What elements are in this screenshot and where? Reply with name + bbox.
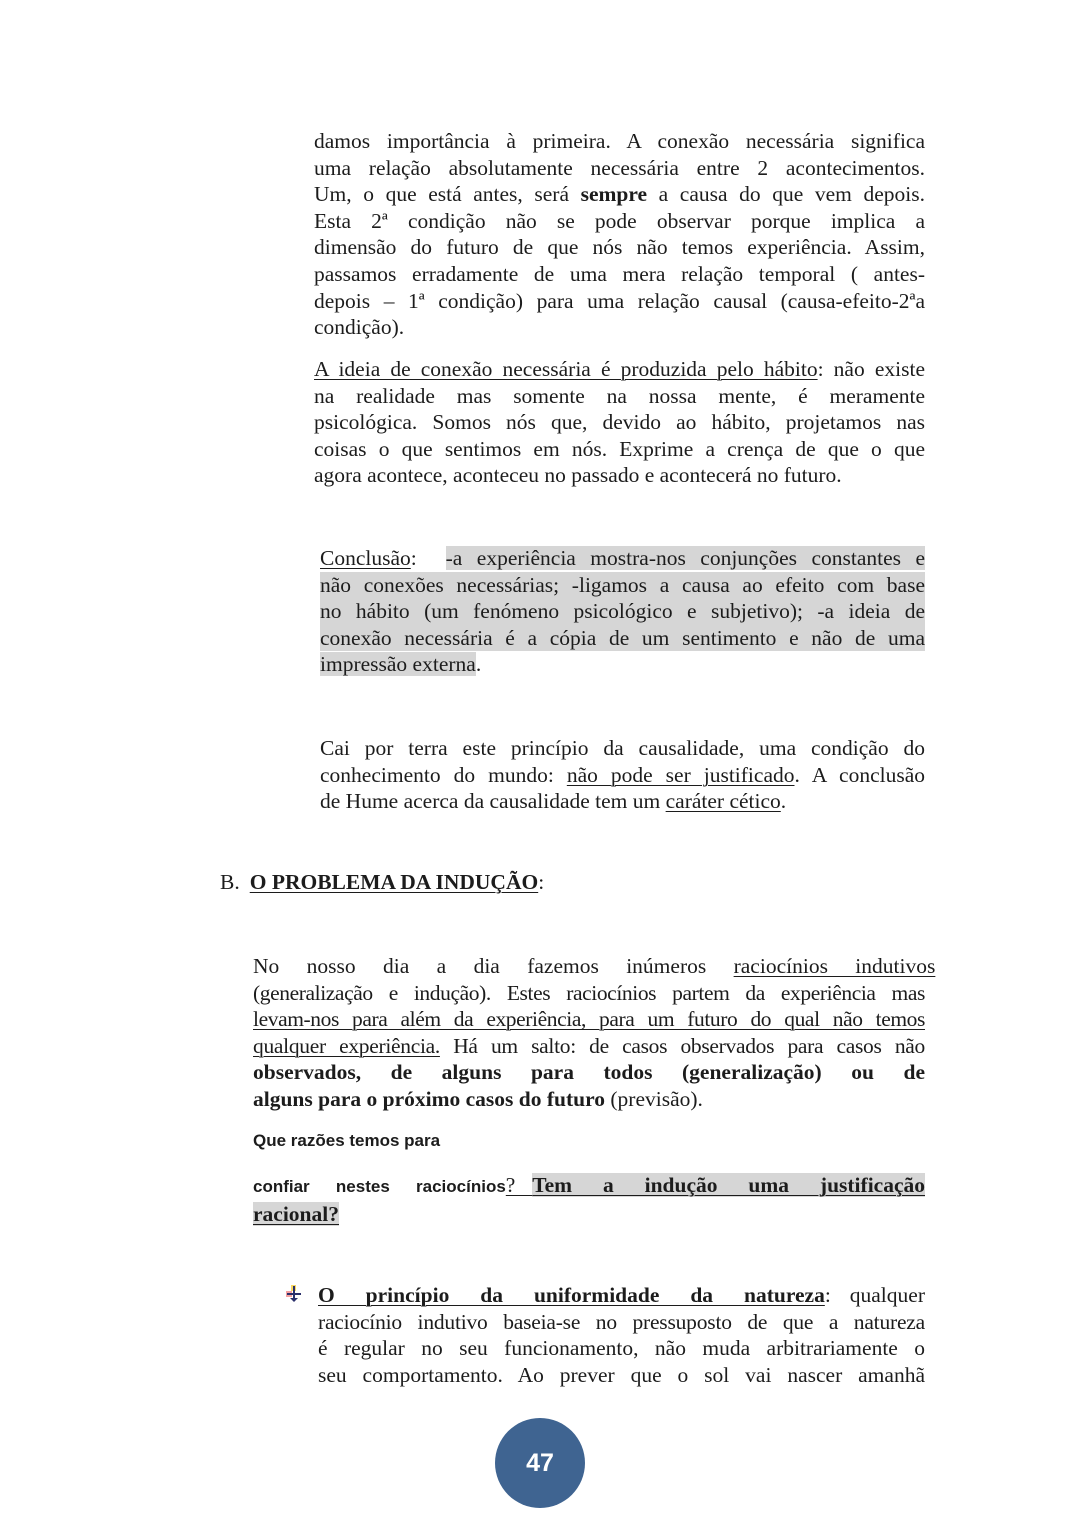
text-line [320,762,925,789]
highlighted-text: impressão externa [320,652,476,677]
text-line: raciocínio indutivo baseia-se no pressuposto de que a natureza [318,1309,925,1334]
text-line: Esta 2ª condição não se pode observar porque implica a [314,208,925,233]
text-line: dimensão do futuro de que nós não temos experiência. Assim, [314,235,925,260]
paragraph-induction-intro [253,953,936,1113]
highlighted-line: não conexões necessárias; -ligamos a causa ao efeito com base [320,572,925,597]
text-line: Cai por terra este princípio da causalidade, uma condição do [320,736,925,760]
question-block [253,1172,925,1227]
highlighted-question: Tem a indução uma justificação [532,1173,925,1197]
underlined-text: não pode ser justificado [566,762,795,787]
text-line: agora acontece, aconteceu no passado e acontecerá no futuro. [314,463,842,488]
highlighted-question: racional? [253,1201,339,1226]
bullet-uniformity [318,1282,925,1388]
text-line [253,953,936,980]
text-span: . [475,652,482,677]
bullet-title: O princípio da uniformidade da natureza [318,1283,825,1307]
page-number-badge [495,1418,585,1508]
text-span: Há um salto: de casos observados para casos não [439,1033,925,1058]
text-line [320,545,925,572]
text-span: . A conclusão [794,762,926,787]
paragraph-habit [314,356,925,489]
underlined-text: qualquer experiência. [253,1033,440,1058]
text-span: : [538,870,545,894]
highlighted-text: -a experiência mostra-nos conjunções constantes e [445,546,925,570]
text-line [253,1059,925,1086]
text-span: de Hume acerca da causalidade tem um [320,789,666,814]
text-line: depois – 1ª condição) para uma relação causal (causa-efeito-2ªa [314,288,925,313]
text-span: . [780,789,787,814]
text-line [253,1201,925,1228]
highlighted-line: conexão necessária é a cópia de um sentimento e não de uma [320,625,925,650]
question-line-1: Que razões temos para [253,1131,441,1150]
text-line [320,788,925,815]
bold-text: alguns para o próximo casos do futuro [253,1086,606,1111]
paragraph-connection [314,128,925,341]
emphasis-always: sempre [580,182,648,207]
section-title: O PROBLEMA DA INDUÇÃO [249,870,539,894]
text-line [253,1033,925,1060]
text-line: é regular no seu funcionamento, não muda arbitrariamente o [318,1336,925,1361]
section-heading [220,870,544,895]
bold-text: observados, de alguns para todos (generalização) ou de [253,1060,925,1085]
text-span: : qualquer [824,1283,925,1307]
text-line: na realidade mas somente na nossa mente, é meramente [314,383,925,408]
text-line: seu comportamento. Ao prever que o sol vai nascer amanhã [318,1362,925,1387]
text-line [314,181,925,208]
text-line: (generalização e indução). Estes raciocínios partem da experiência mas [253,980,925,1005]
section-letter: B. [220,870,240,894]
underlined-text: ? [505,1173,533,1197]
text-line [314,356,925,383]
text-span: : não existe [817,357,925,381]
text-span: : [410,546,446,570]
text-span: conhecimento do mundo: [320,762,567,787]
text-line: condição). [314,315,405,340]
text-line: psicológica. Somos nós que, devido ao hábito, projetamos nas [314,410,925,435]
text-span: No nosso dia a dia fazemos inúmeros [253,954,734,978]
text-line: coisas o que sentimos em nós. Exprime a crença de que o que [314,436,925,461]
paragraph-causality-falls [320,735,925,815]
text-line: passamos erradamente de uma mera relação temporal ( antes- [314,261,925,286]
text-line: damos importância à primeira. A conexão necessária significa [314,129,925,153]
text-span: (previsão). [605,1086,703,1111]
text-line: uma relação absolutamente necessária entre 2 acontecimentos. [314,155,925,180]
text-line [318,1282,925,1309]
highlighted-line: no hábito (um fenómeno psicológico e subjetivo); -a ideia de [320,599,925,624]
text-line [253,1172,925,1201]
conclusion-block [320,545,925,678]
underlined-text: levam-nos para além da experiência, para um futuro do qual não temos [253,1007,925,1032]
underlined-text: raciocínios indutivos [733,954,936,978]
text-span: Um, o que está antes, será [314,182,581,207]
text-line [253,1006,925,1033]
text-span: a causa do que vem depois. [647,182,925,207]
underlined-thesis: A ideia de conexão necessária é produzida pelo hábito [314,357,818,381]
down-arrow-bullet-icon [284,1284,304,1304]
text-span: confiar nestes raciocínios [253,1177,506,1196]
text-line [320,651,925,678]
text-line [253,1086,925,1113]
page-number: 47 [526,1448,554,1477]
underlined-text: caráter cético [665,789,781,814]
conclusion-label: Conclusão [320,546,411,570]
